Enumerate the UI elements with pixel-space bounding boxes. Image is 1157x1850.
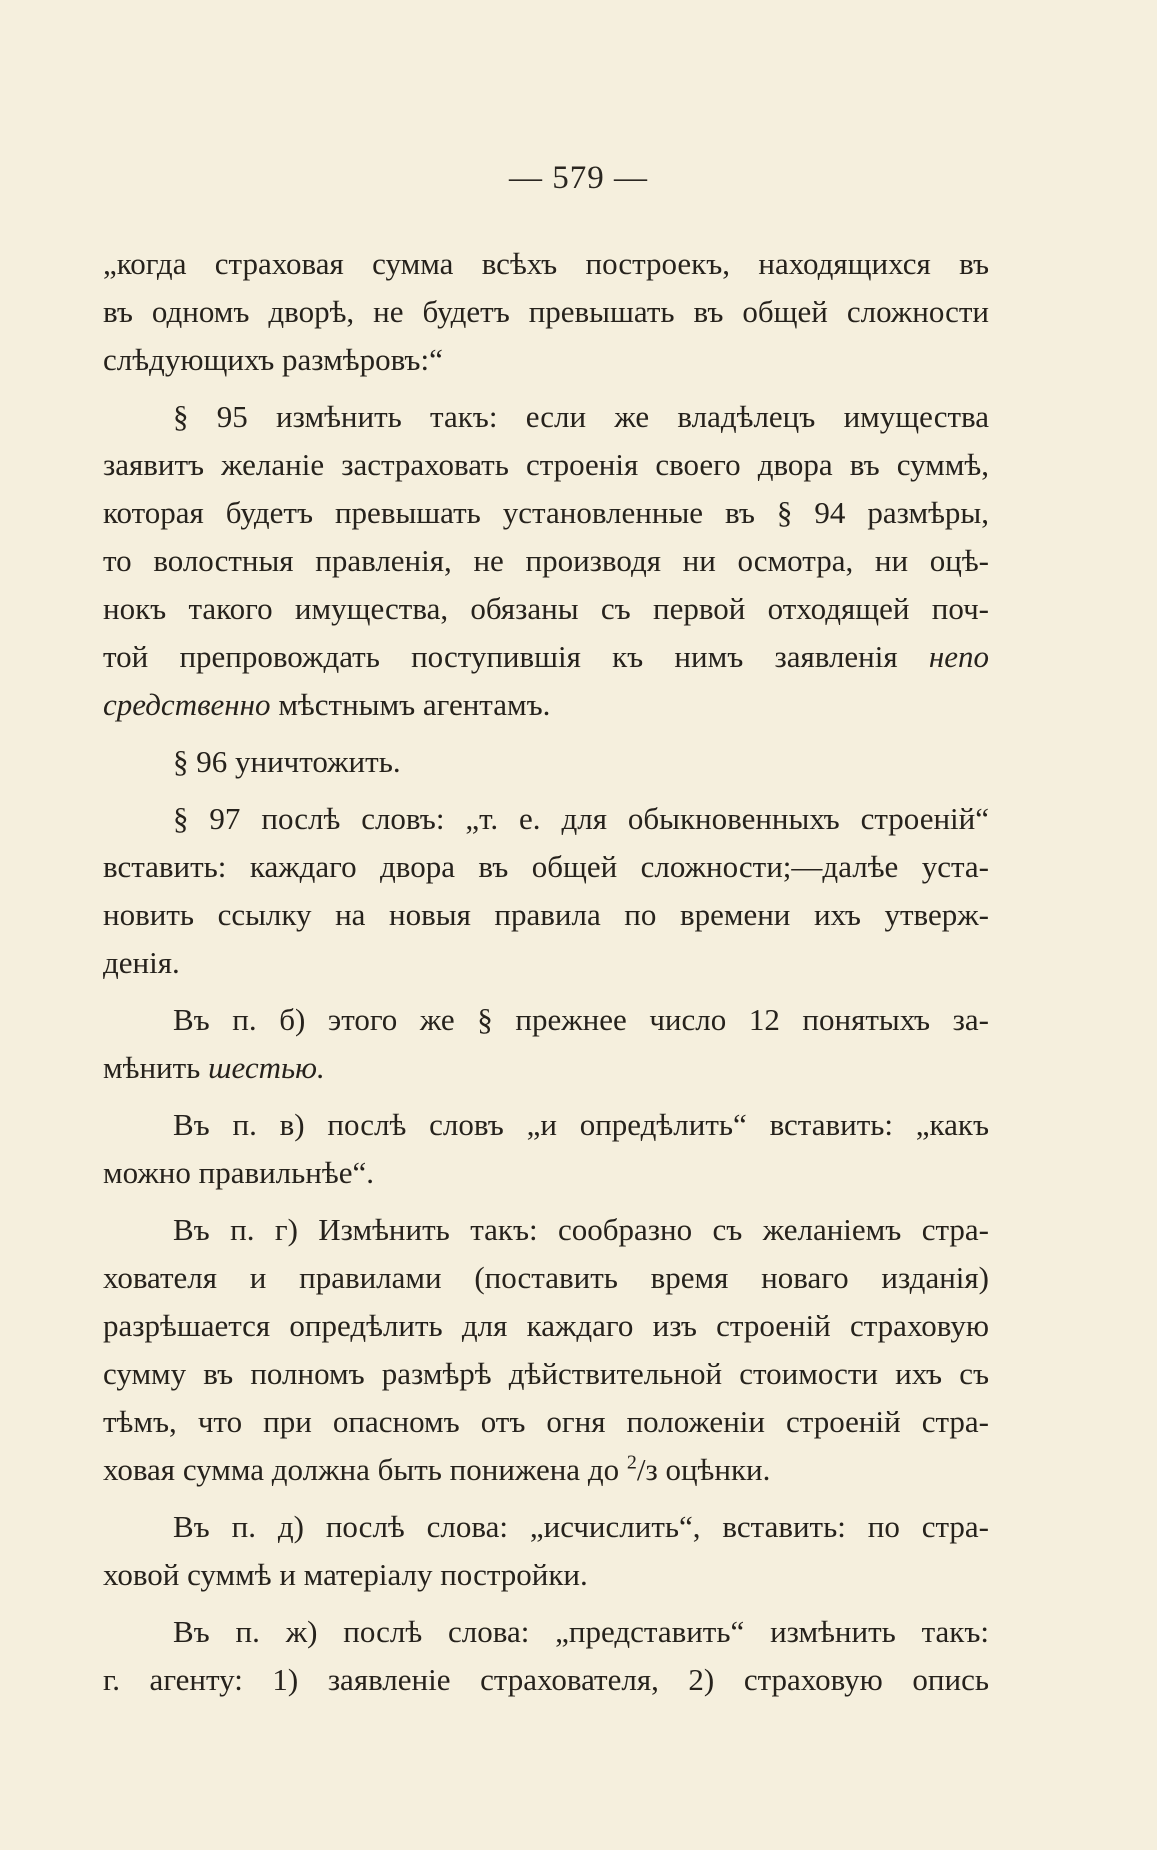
text-line: денія. [103,945,180,980]
text-segment: той препровождать поступившія къ нимъ заявленія [103,639,898,674]
paragraph-2 [103,393,989,729]
paragraph-1 [103,240,989,384]
text-line: Въ п. г) Измѣнить такъ: сообразно съ желаніемъ стра- [173,1212,989,1247]
paragraph-3 [103,738,989,786]
paragraph-6 [103,1101,989,1197]
text-segment: мѣстнымъ агентамъ. [270,687,551,722]
paragraph-7 [103,1206,989,1494]
text-line: то волостныя правленія, не производя ни осмотра, ни оцѣ- [103,543,989,578]
fraction-numerator: 2 [626,1451,637,1474]
text-segment: ховая сумма должна быть понижена до [103,1452,627,1487]
text-line: которая будетъ превышать установленные въ § 94 размѣры, [103,495,989,530]
text-line: г. агенту: 1) заявленіе страхователя, 2) страховую опись [103,1662,989,1697]
body-text [103,240,989,1713]
text-line: § 96 уничтожить. [173,744,401,779]
text-line [103,1446,989,1494]
text-segment: /з оцѣнки. [636,1452,771,1487]
text-line [103,1044,989,1092]
text-line: Въ п. в) послѣ словъ „и опредѣлить“ вставить: „какъ [173,1107,989,1142]
text-line: Въ п. б) этого же § прежнее число 12 понятыхъ за- [173,1002,989,1037]
text-line: Въ п. д) послѣ слова: „исчислить“, вставить: по стра- [173,1509,989,1544]
text-line: слѣдующихъ размѣровъ:“ [103,342,443,377]
text-line: сумму въ полномъ размѣрѣ дѣйствительной стоимости ихъ съ [103,1356,989,1391]
page-number: — 579 — [509,160,648,196]
text-line: можно правильнѣе“. [103,1155,374,1190]
text-line: § 95 измѣнить такъ: если же владѣлецъ имущества [173,399,989,434]
paragraph-5 [103,996,989,1092]
text-line: вставить: каждаго двора въ общей сложности;—далѣе уста- [103,849,989,884]
text-line: „когда страховая сумма всѣхъ построекъ, находящихся въ [103,246,989,281]
paragraph-4 [103,795,989,987]
italic-text: непо [928,639,989,674]
italic-text: шестью. [208,1050,325,1085]
paragraph-9 [103,1608,989,1704]
text-segment: мѣнить [103,1050,209,1085]
text-line: хователя и правилами (поставить время новаго изданія) [103,1260,989,1295]
text-line: нокъ такого имущества, обязаны съ первой отходящей поч- [103,591,989,626]
text-line: новить ссылку на новыя правила по времени ихъ утверж- [103,897,989,932]
text-line [103,633,989,681]
paragraph-8 [103,1503,989,1599]
text-line: въ одномъ дворѣ, не будетъ превышать въ общей сложности [103,294,989,329]
italic-text: средственно [103,687,271,722]
text-line: Въ п. ж) послѣ слова: „представить“ измѣнить такъ: [173,1614,989,1649]
text-line: ховой суммѣ и матеріалу постройки. [103,1557,588,1592]
text-line: тѣмъ, что при опасномъ отъ огня положеніи строеній стра- [103,1404,989,1439]
text-line: разрѣшается опредѣлить для каждаго изъ строеній страховую [103,1308,989,1343]
text-line: § 97 послѣ словъ: „т. е. для обыкновенныхъ строеній“ [173,801,989,836]
text-line [103,681,989,729]
text-line: заявитъ желаніе застраховать строенія своего двора въ суммѣ, [103,447,989,482]
